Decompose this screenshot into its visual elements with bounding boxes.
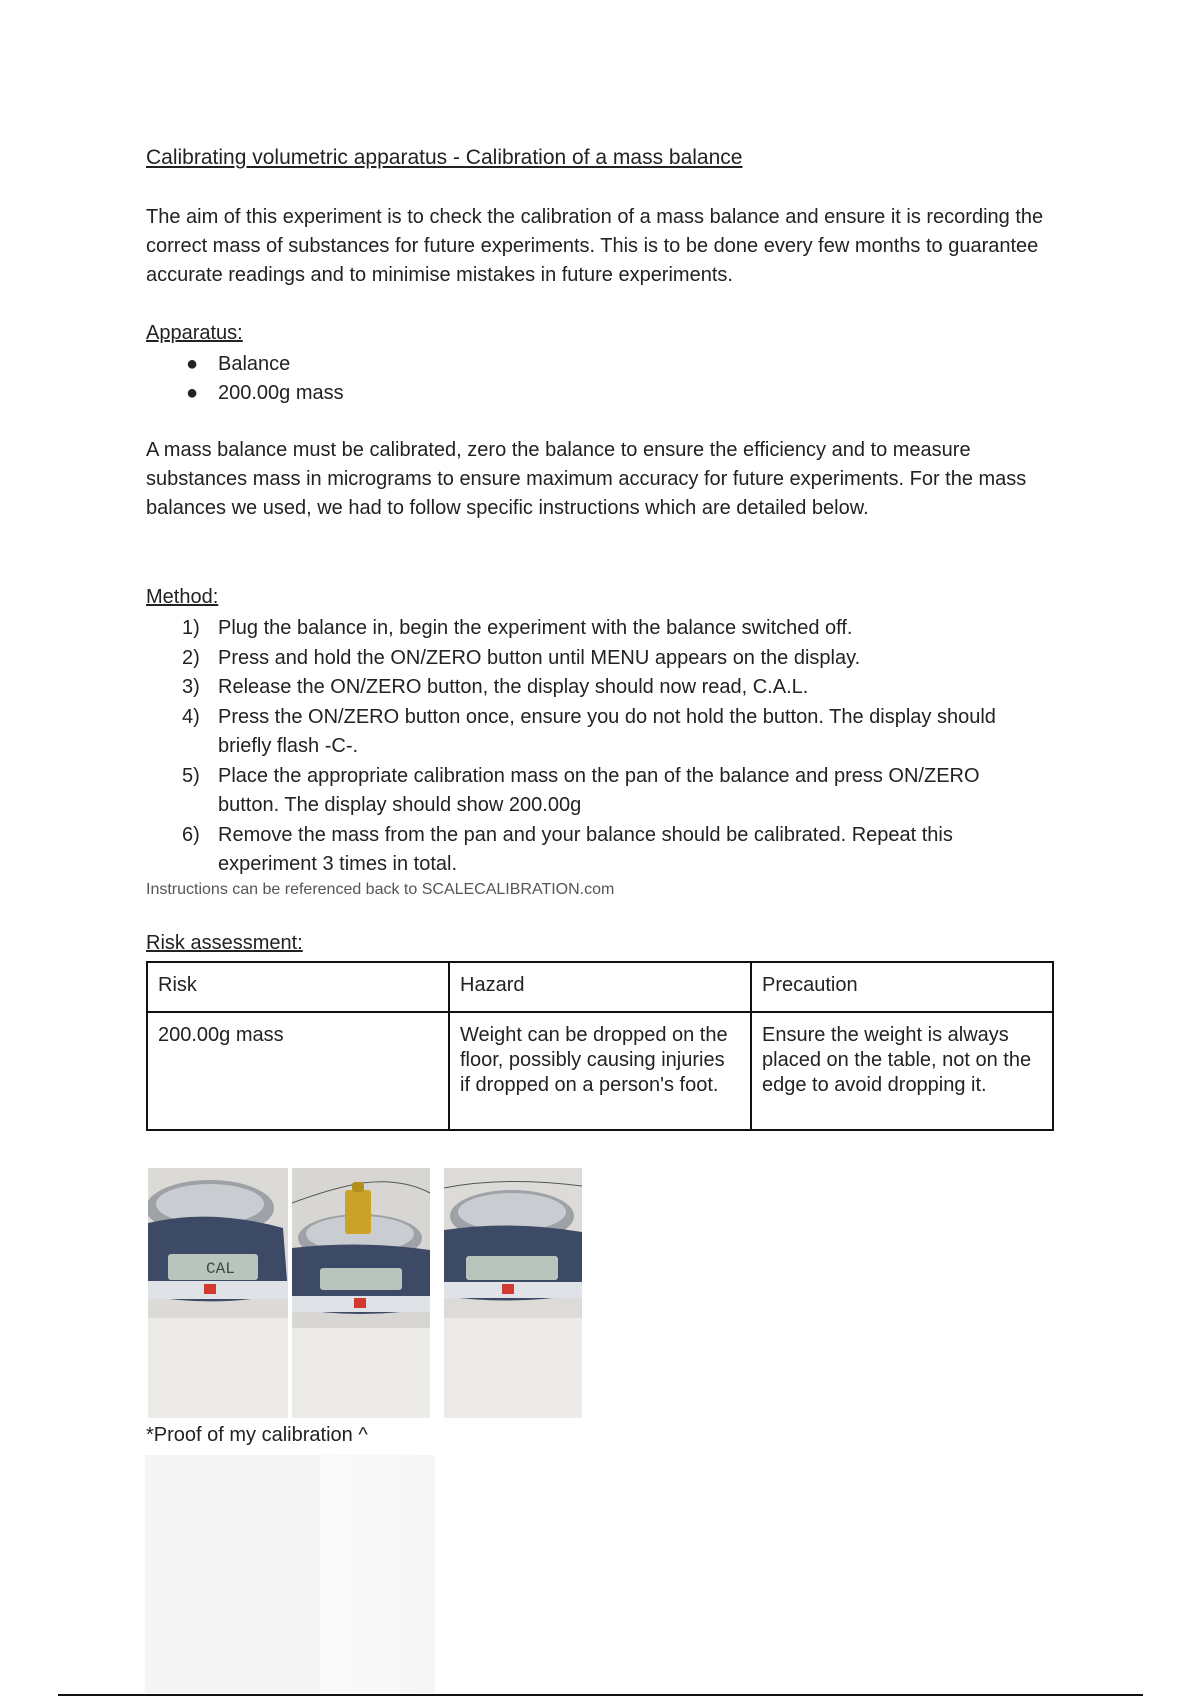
method-steps	[146, 614, 1046, 880]
method-step: 4) Press the ON/ZERO button once, ensure you do not hold the button. The display should briefly flash -C-.	[182, 705, 996, 757]
bullet-icon: ●	[186, 353, 199, 375]
balance-photo-empty	[444, 1168, 582, 1418]
table-row	[147, 1012, 1053, 1130]
balance-photo-cal	[148, 1168, 288, 1418]
header-cell: Risk	[147, 962, 449, 1012]
calibration-paragraph: A mass balance must be calibrated, zero the balance to ensure the efficiency and to measure substances mass in micrograms to ensure maximum accuracy for future experiments. For the mass balances we used, we had to follow specific instructions which are detailed below.	[146, 439, 1027, 519]
apparatus-list	[146, 350, 344, 408]
photo-caption: *Proof of my calibration ^	[146, 1424, 368, 1446]
table-cell: Ensure the weight is always placed on the table, not on the edge to avoid dropping it.	[751, 1012, 1053, 1130]
reference-note: Instructions can be referenced back to SCALECALIBRATION.com	[146, 881, 615, 898]
risk-heading: Risk assessment:	[146, 932, 303, 954]
method-step: 1) Plug the balance in, begin the experiment with the balance switched off.	[182, 617, 853, 639]
intro-paragraph: The aim of this experiment is to check the calibration of a mass balance and ensure it is recording the correct mass of substances for future experiments. This is to be done every few months to guarantee accurate readings and to minimise mistakes in future experiments.	[146, 206, 1044, 286]
header-cell: Precaution	[751, 962, 1053, 1012]
list-item: ● 200.00g mass	[146, 379, 344, 408]
bullet-icon: ●	[186, 382, 199, 404]
apparatus-heading: Apparatus:	[146, 322, 243, 344]
table-cell: 200.00g mass	[147, 1012, 449, 1130]
method-step: 2) Press and hold the ON/ZERO button until MENU appears on the display.	[182, 646, 861, 669]
method-step: 3) Release the ON/ZERO button, the display should now read, C.A.L.	[182, 676, 809, 698]
page-bottom-rule	[58, 1694, 1143, 1696]
display-readout: CAL	[206, 1260, 235, 1278]
list-item: ● Balance	[146, 350, 344, 379]
document-title: Calibrating volumetric apparatus - Calibration of a mass balance	[146, 146, 743, 169]
faded-photo-shadow	[145, 1455, 435, 1693]
method-heading: Method:	[146, 586, 219, 608]
method-step: 5) Place the appropriate calibration mass on the pan of the balance and press ON/ZERO button. The display should show 200.00g	[182, 764, 980, 816]
table-header-row	[147, 962, 1053, 1012]
table-cell: Weight can be dropped on the floor, possibly causing injuries if dropped on a person's foot.	[449, 1012, 751, 1130]
risk-table	[146, 961, 1054, 1131]
method-step: 6) Remove the mass from the pan and your balance should be calibrated. Repeat this experiment 3 times in total.	[182, 823, 953, 875]
balance-photo-weight	[292, 1168, 430, 1418]
header-cell: Hazard	[449, 962, 751, 1012]
